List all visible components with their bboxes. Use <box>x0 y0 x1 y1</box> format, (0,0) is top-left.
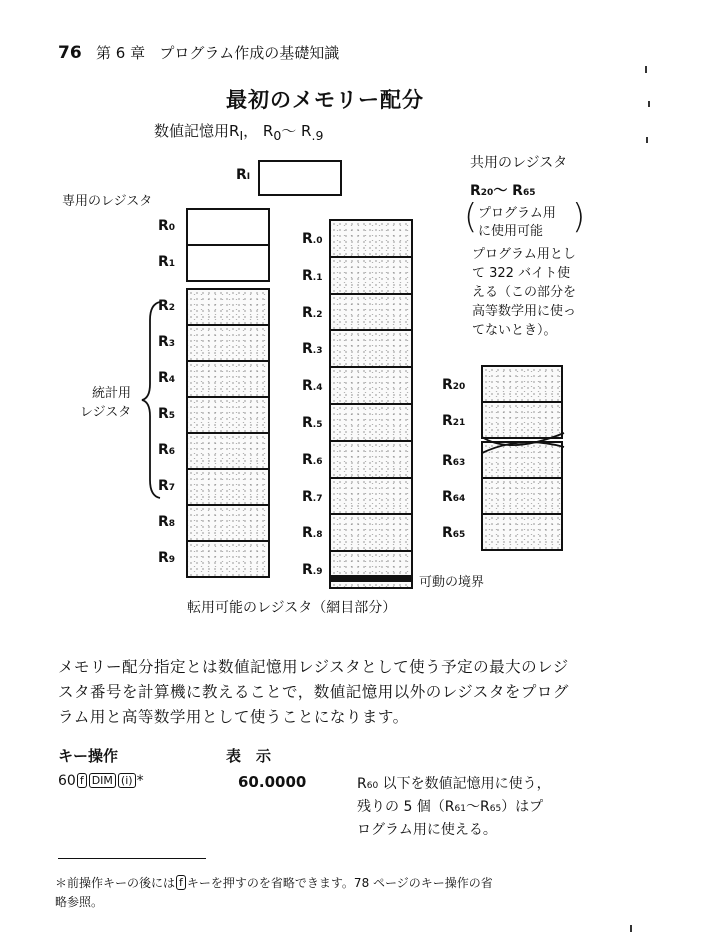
dim-key: DIM <box>89 773 116 788</box>
stats-brace <box>140 300 162 500</box>
scan-speck <box>648 101 650 107</box>
movable-boundary-bar <box>329 575 413 582</box>
description-line-3: ログラム用に使える。 <box>357 822 497 838</box>
footnote-rule <box>58 858 206 859</box>
mid-register-box <box>329 513 413 552</box>
footnote-f-key: f <box>176 875 186 890</box>
mid-register-label: R.9 <box>302 562 323 579</box>
left-register-label: R5 <box>158 406 176 422</box>
left-register-box <box>186 208 270 246</box>
chapter-title: プログラム作成の基礎知識 <box>159 44 340 62</box>
description-line-1: R60 以下を数値記憶用に使う， <box>357 776 551 792</box>
scan-speck <box>645 66 647 73</box>
page-number: 76 <box>58 43 82 63</box>
mid-register-box <box>329 329 413 368</box>
right-register-label: R64 <box>442 489 466 505</box>
mid-register-label: R.3 <box>302 341 323 358</box>
left-register-box <box>186 360 270 398</box>
i-key: (i) <box>118 773 136 788</box>
display-value: 60.0000 <box>238 773 307 791</box>
right-register-label: R20 <box>442 377 466 393</box>
left-register-box <box>186 324 270 362</box>
mid-register-box <box>329 293 413 332</box>
mid-register-label: R.2 <box>302 304 323 321</box>
left-register-box <box>186 396 270 434</box>
shared-paren-close: ) <box>572 197 586 237</box>
right-register-label: R65 <box>442 525 466 541</box>
mid-register-label: R.4 <box>302 378 323 395</box>
left-register-box <box>186 468 270 506</box>
display-column-header: 表 示 <box>226 747 272 765</box>
left-register-box <box>186 504 270 542</box>
left-register-label: R8 <box>158 514 176 530</box>
key-prefix: 60 <box>58 773 76 789</box>
mid-register-label: R.8 <box>302 525 323 542</box>
right-column-break <box>470 365 580 545</box>
mid-register-label: R.6 <box>302 451 323 468</box>
left-register-box <box>186 540 270 578</box>
left-register-label: R7 <box>158 478 176 494</box>
shared-paren-line-2: に使用可能 <box>478 224 544 239</box>
right-register-label: R21 <box>442 413 466 429</box>
left-register-label: R4 <box>158 370 176 386</box>
scan-speck <box>646 137 648 143</box>
movable-boundary-label: 可動の境界 <box>419 575 485 590</box>
shared-paren-open: ( <box>464 197 478 237</box>
mid-register-label: R.0 <box>302 231 323 247</box>
body-paragraph: メモリー配分指定とは数値記憶用レジスタとして使う予定の最大のレジスタ番号を計算機に教えることで，数値記憶用以外のレジスタをプログラム用と高等数学用として使うことになります。 <box>58 658 569 726</box>
ri-label: RI <box>236 167 251 183</box>
footnote-line-2: 略参照。 <box>55 895 104 909</box>
shared-paren-line-1: プログラム用 <box>478 206 556 221</box>
mid-register-box <box>329 219 413 258</box>
left-register-label: R9 <box>158 550 176 566</box>
scan-speck <box>630 925 632 932</box>
left-register-box <box>186 288 270 326</box>
ri-register-box <box>258 160 342 196</box>
mid-register-box <box>329 477 413 516</box>
key-sequence <box>58 773 144 789</box>
mid-register-box <box>329 403 413 442</box>
left-register-label: R2 <box>158 298 176 314</box>
mid-register-box <box>329 550 413 589</box>
description-line-2: 残りの 5 個（R61～R65）はプ <box>357 799 544 815</box>
stats-label-1: 統計用 <box>92 386 132 401</box>
diagram-title: 最初のメモリー配分 <box>226 88 424 112</box>
shared-register-label: 共用のレジスタ <box>470 155 568 171</box>
left-register-box <box>186 432 270 470</box>
mid-register-label: R.5 <box>302 415 323 431</box>
stats-label-2: レジスタ <box>80 405 132 420</box>
mid-register-box <box>329 366 413 405</box>
mid-register-box <box>329 440 413 479</box>
left-register-label: R0 <box>158 218 176 234</box>
convertible-register-caption: 転用可能のレジスタ（網目部分） <box>187 600 397 616</box>
key-footnote-star: * <box>136 773 144 789</box>
keys-column-header: キー操作 <box>58 747 119 765</box>
footnote-line-1: ＊前操作キーの後には f キーを押すのを省略できます。78 ページのキー操作の省 <box>55 876 493 890</box>
mid-register-label: R.1 <box>302 267 323 284</box>
f-key: f <box>77 773 87 788</box>
mid-register-label: R.7 <box>302 488 323 505</box>
chapter-number: 第 6 章 <box>95 44 146 62</box>
left-register-label: R6 <box>158 442 176 458</box>
shared-register-note: プログラム用として 322 バイト使える（この部分を高等数学用に使ってないとき）。 <box>472 247 577 338</box>
mid-register-box <box>329 256 413 295</box>
left-register-label: R3 <box>158 334 176 350</box>
right-register-label: R63 <box>442 453 466 469</box>
left-register-box <box>186 244 270 282</box>
dedicated-register-label: 専用のレジスタ <box>62 194 153 209</box>
page-header <box>58 42 339 63</box>
left-register-label: R1 <box>158 254 176 270</box>
diagram-subtitle: 数値記憶用$R_I$， $R_0\sim$ $R_{.9}$ <box>154 122 324 143</box>
shared-register-range: R20～ R65 <box>470 183 536 199</box>
